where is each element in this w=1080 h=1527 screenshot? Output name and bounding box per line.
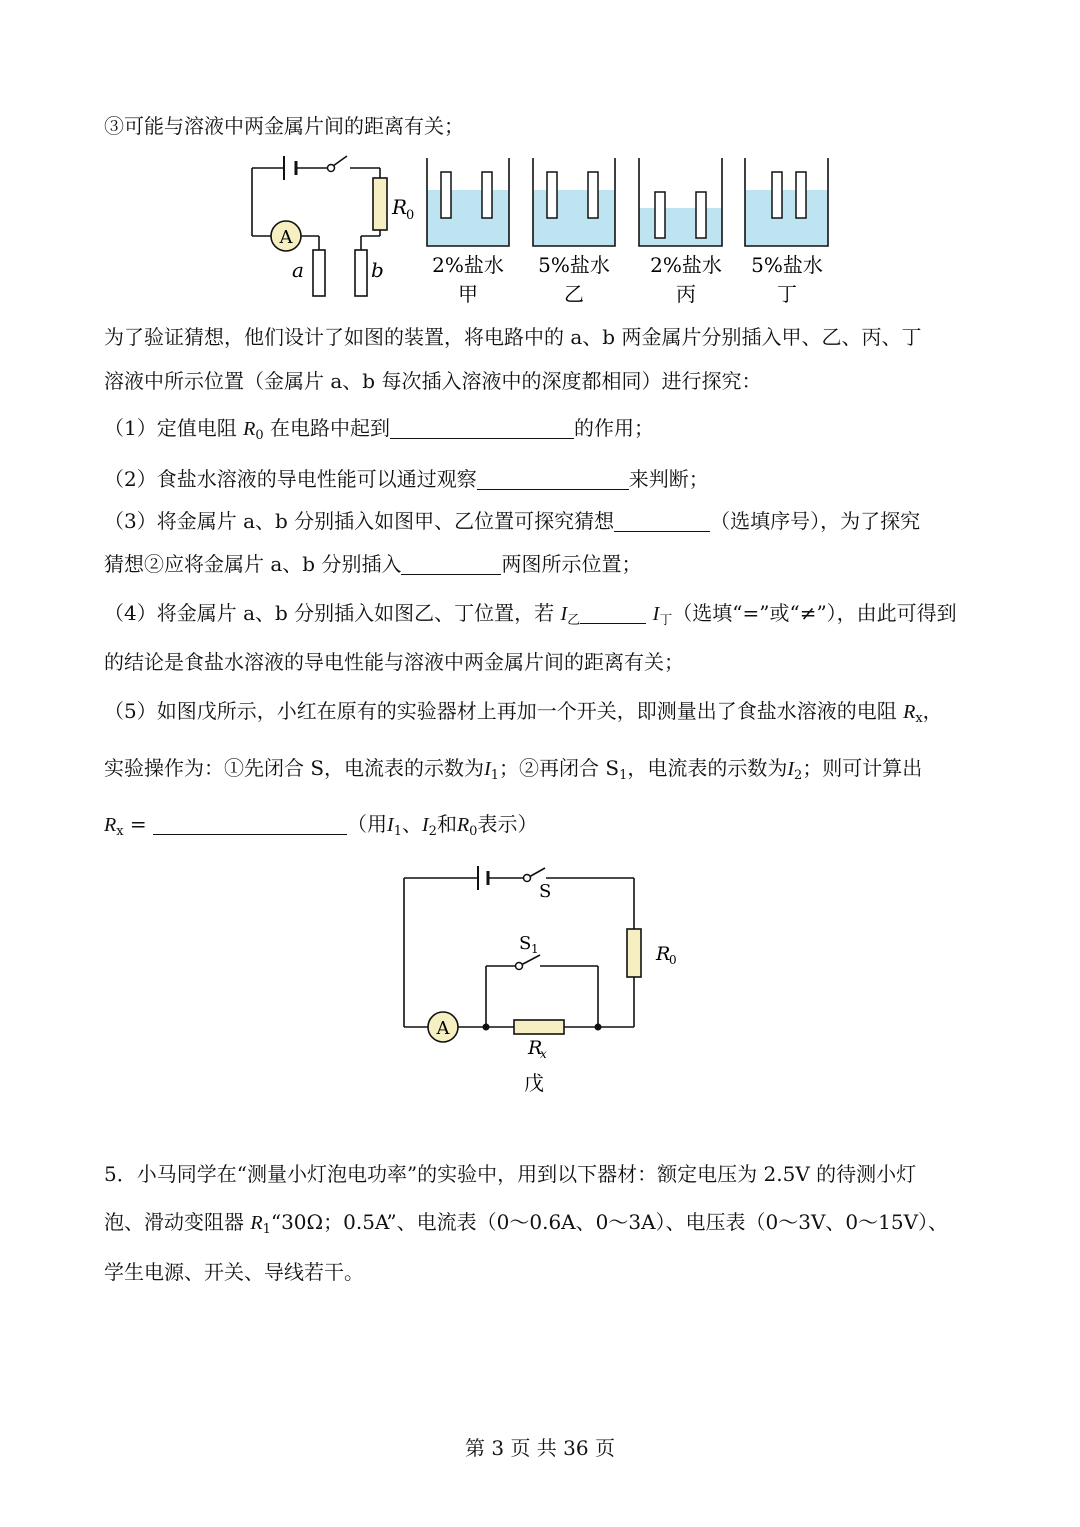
label-plate-b: b	[371, 258, 384, 282]
label-r0-sub: 0	[406, 208, 415, 223]
label-switch-s1: S	[519, 933, 532, 954]
page-footer: 第 3 页 共 36 页	[465, 1436, 615, 1460]
blank-q2[interactable]	[477, 469, 629, 490]
label-r0: R	[392, 195, 408, 219]
beaker-jia-conc: 2%盐水	[432, 253, 504, 277]
figure-circuit-beakers	[0, 150, 1080, 310]
beaker-jia	[427, 158, 509, 246]
question-3: （3）将金属片 a、b 分别插入如图甲、乙位置可探究猜想 （选填序号），为了探究	[104, 509, 921, 533]
figure-caption-wu: 戊	[524, 1071, 544, 1095]
question-1: （1）定值电阻 $R_0$ 在电路中起到 的作用；	[104, 416, 654, 443]
question-5-line-2: 实验操作为：①先闭合 S，电流表的示数为$I_1$；②再闭合 $S_1$，电流表的示数为$I_2$；则可计算出	[104, 756, 923, 783]
resistor-rx	[514, 1020, 564, 1034]
label-switch-s: S	[539, 881, 552, 902]
question-4-line-2: 的结论是食盐水溶液的导电性能与溶液中两金属片间的距离有关；	[104, 650, 684, 674]
beaker-yi-conc: 5%盐水	[538, 253, 610, 277]
hypothesis-3: ③可能与溶液中两金属片间的距离有关；	[104, 114, 464, 138]
problem-5-line-2: 泡、滑动变阻器 $R_1“30\Omega$；0.5A”、电流表（0～0.6A、0～3A）、电压表（0～3V、0～15V）、	[104, 1210, 949, 1237]
question-3-line-2: 猜想②应将金属片 a、b 分别插入 两图所示位置；	[104, 552, 642, 576]
blank-q1[interactable]	[390, 418, 574, 439]
beaker-bing	[639, 158, 722, 246]
question-4: （4）将金属片 a、b 分别插入如图乙、丁位置，若 $I_乙$ $I_丁$（选填“=”或“≠”），由此可得到	[104, 601, 957, 628]
blank-q3b[interactable]	[401, 554, 501, 575]
blank-q3a[interactable]	[614, 511, 710, 532]
beaker-bing-name: 丙	[676, 282, 696, 306]
beaker-bing-conc: 2%盐水	[650, 253, 722, 277]
intro-line-2: 溶液中所示位置（金属片 a、b 每次插入溶液中的深度都相同）进行探究：	[104, 369, 762, 393]
beaker-ding-conc: 5%盐水	[751, 253, 823, 277]
resistor-r0-wu	[627, 929, 641, 977]
label-rx: R	[528, 1037, 543, 1059]
resistor-r0	[373, 178, 387, 230]
beaker-yi	[533, 158, 615, 246]
question-5: （5）如图戊所示，小红在原有的实验器材上再加一个开关，即测量出了食盐水溶液的电阻 $R_x$，	[104, 699, 943, 726]
problem-5-line-1: 5．小马同学在“测量小灯泡电功率”的实验中，用到以下器材：额定电压为 2.5V 的待测小灯	[104, 1162, 917, 1186]
label-plate-a: a	[292, 258, 304, 282]
beaker-jia-name: 甲	[458, 282, 478, 306]
beaker-ding	[745, 158, 828, 246]
blank-q5[interactable]	[153, 814, 347, 835]
problem-5-line-3: 学生电源、开关、导线若干。	[104, 1260, 364, 1284]
label-switch-s1-sub: 1	[531, 942, 539, 956]
question-2: （2）食盐水溶液的导电性能可以通过观察 来判断；	[104, 467, 709, 491]
ammeter-label-wu: A	[436, 1018, 450, 1039]
blank-q4[interactable]	[580, 603, 646, 624]
plate-a	[313, 250, 325, 296]
intro-line-1: 为了验证猜想，他们设计了如图的装置，将电路中的 a、b 两金属片分别插入甲、乙、丙、丁	[104, 325, 922, 349]
label-r0-wu: R	[656, 943, 671, 965]
question-5-line-3: $R_x$ = （用$I_1$、$I_2$和$R_0$表示）	[104, 812, 538, 839]
label-rx-sub: x	[540, 1047, 547, 1061]
figure-circuit-wu	[0, 860, 1080, 1100]
plate-b	[355, 250, 367, 296]
beaker-ding-name: 丁	[777, 282, 797, 306]
label-r0-wu-sub: 0	[669, 953, 677, 967]
ammeter-label: A	[279, 227, 293, 248]
beaker-yi-name: 乙	[564, 282, 584, 306]
